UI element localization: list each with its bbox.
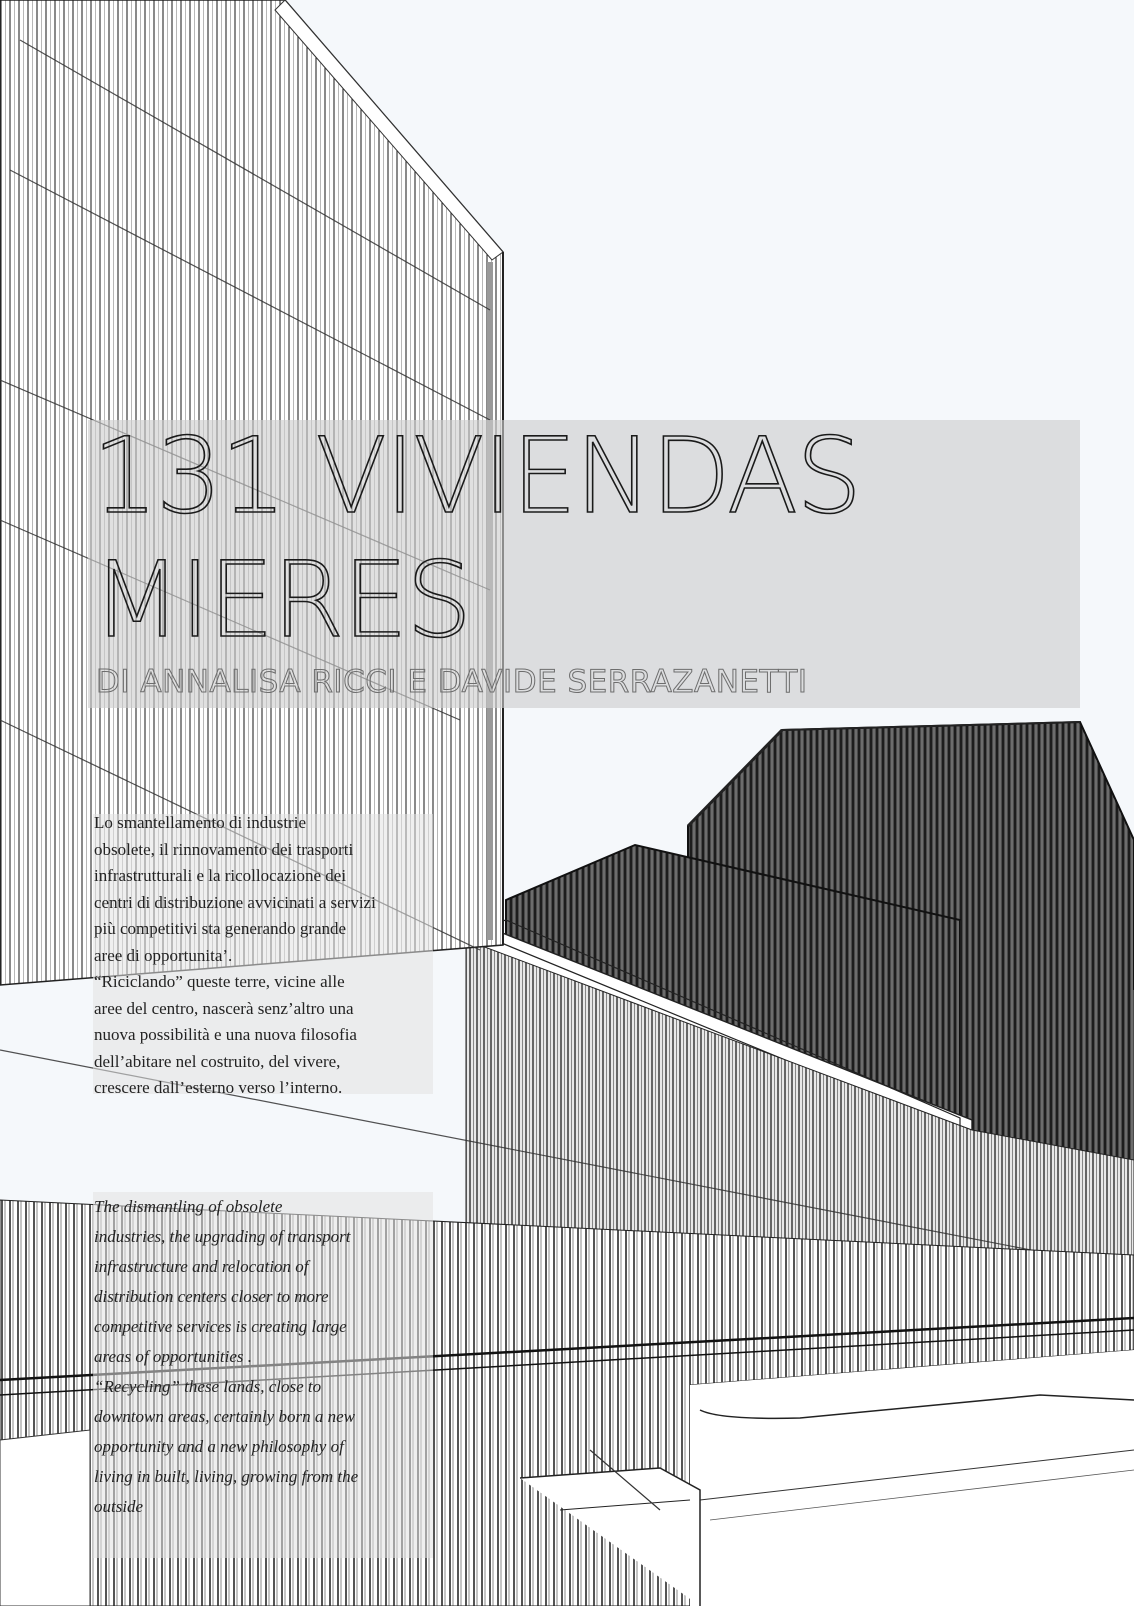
author-subtitle: DI ANNALISA RICCI E DAVIDE SERRAZANETTI: [96, 664, 808, 700]
title-line-2: MIERES: [92, 539, 471, 661]
english-paragraph: The dismantling of obsolete industries, the upgrading of transport infrastructure and relocation of distribution centers closer to more competitive services is creating large areas of opportunities . “Recycling” these lands, close to downtown areas, certainly born a new opportunity and a new philosophy of living in built, living, growing from the outside: [94, 1197, 359, 1516]
title-line-1: 131 VIVIENDAS: [92, 415, 861, 537]
italian-paragraph: Lo smantellamento di industrie obsolete, il rinnovamento dei trasporti infrastrutturali e la ricollocazione dei centri di distribuzione avvicinati a servizi più competitivi sta generando grande aree di opportunita’. “Riciclando” queste terre, vicine alle aree del centro, nascerà senz’altro una nuova possibilità e una nuova filosofia dell’abitare nel costruito, del vivere, crescere dall’esterno verso l’interno.: [94, 813, 376, 1097]
